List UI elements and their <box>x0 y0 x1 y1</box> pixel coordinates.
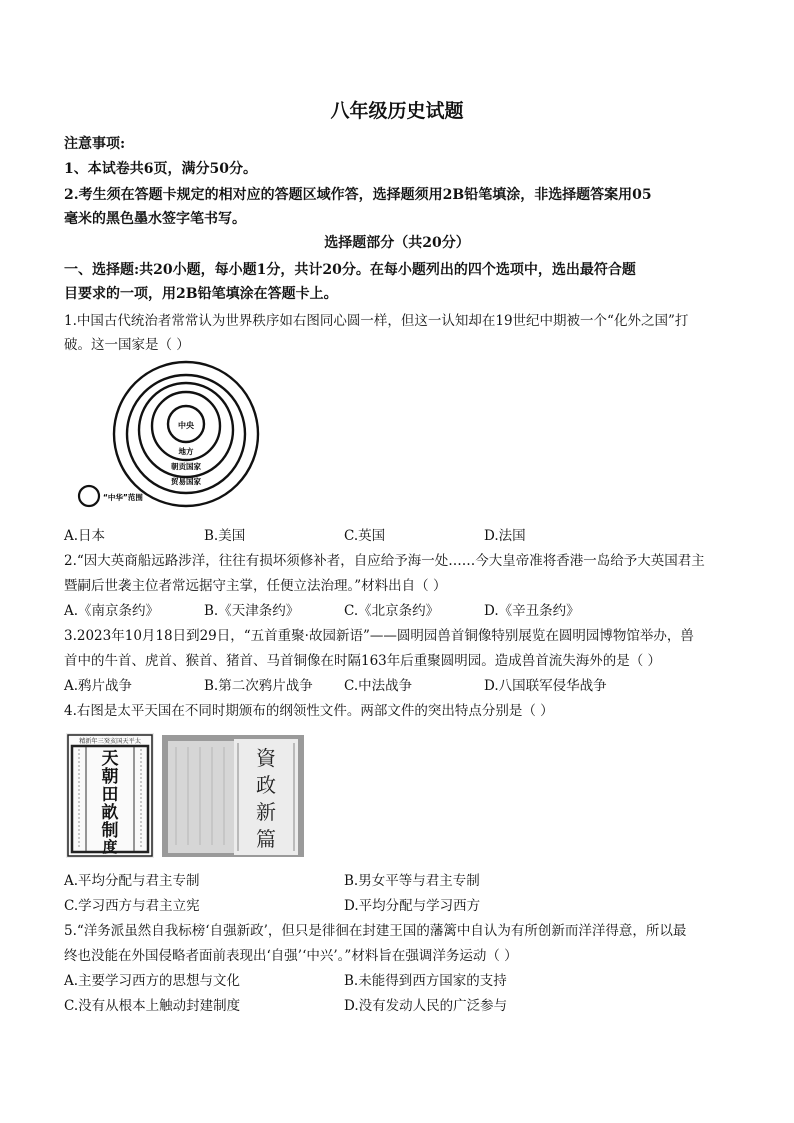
question-1-option-a: A.日本 <box>64 528 106 544</box>
question-3-option-d: D.八国联军侵华战争 <box>484 678 607 694</box>
notice-item-1: 1、本试卷共6页，满分50分。 <box>64 161 257 177</box>
question-4-option-b: B.男女平等与君主专制 <box>344 873 480 889</box>
doc1-char-6: 度 <box>102 838 118 856</box>
ring-label-center: 中央 <box>178 421 194 430</box>
doc2-char-4: 篇 <box>256 827 276 851</box>
question-1-option-c: C.英国 <box>344 528 386 544</box>
tianchao-tianmu-zhidu-image <box>66 733 154 858</box>
question-1-option-d: D.法国 <box>484 528 526 544</box>
legend-label: “中华”范围 <box>103 493 143 502</box>
doc2-char-3: 新 <box>256 800 276 824</box>
section-title: 选择题部分（共20分） <box>324 235 470 251</box>
ring-label-tributary: 朝贡国家 <box>171 462 201 471</box>
question-3-option-a: A.鸦片战争 <box>64 678 133 694</box>
question-5-option-c: C.没有从根本上触动封建制度 <box>64 998 241 1014</box>
concentric-circles-diagram <box>66 358 276 508</box>
question-2-option-a: A.《南京条约》 <box>64 603 160 619</box>
question-2-stem-line-1: 2.“因大英商船远路涉洋，往往有损坏须修补者，自应给予海一处……今大皇帝准将香港一岛给予大英国君主 <box>64 553 705 569</box>
notice-item-2-line-1: 2.考生须在答题卡规定的相对应的答题区域作答，选择题须用2B铅笔填涂，非选择题答案用05 <box>64 187 652 203</box>
notice-item-2-line-2: 毫米的黑色墨水签字笔书写。 <box>64 211 246 227</box>
question-1-option-b: B.美国 <box>204 528 246 544</box>
question-2-option-b: B.《天津条约》 <box>204 603 300 619</box>
zizheng-xinpian-image <box>162 735 304 857</box>
question-2-option-d: D.《辛丑条约》 <box>484 603 580 619</box>
question-5-option-d: D.没有发动人民的广泛参与 <box>344 998 508 1014</box>
doc2-char-1: 資 <box>256 746 276 770</box>
question-4-stem: 4.右图是太平天国在不同时期颁布的纲领性文件。两部文件的突出特点分别是（ ） <box>64 703 554 719</box>
question-1-stem-line-1: 1.中国古代统治者常常认为世界秩序如右图同心圆一样，但这一认知却在19世纪中期被一个“化外之国”打 <box>64 313 689 329</box>
question-2-stem-line-2: 暨嗣后世袭主位者常远据守主掌，任便立法治理。”材料出自（ ） <box>64 578 447 594</box>
question-1-stem-line-2: 破。这一国家是（ ） <box>64 337 190 353</box>
question-5-stem-line-1: 5.“洋务派虽然自我标榜‘自强新政’，但只是徘徊在封建王国的藩篱中自认为有所创新而洋洋得意，所以最 <box>64 923 687 939</box>
question-5-option-b: B.未能得到西方国家的支持 <box>344 973 507 989</box>
question-5-stem-line-2: 终也没能在外国侵略者面前表现出‘自强’‘中兴’。”材料旨在强调洋务运动（ ） <box>64 948 518 964</box>
doc1-char-1: 天 <box>101 749 119 769</box>
question-4-option-d: D.平均分配与学习西方 <box>344 898 481 914</box>
legend-circle <box>79 486 99 506</box>
ring-label-trade: 贸易国家 <box>171 477 201 486</box>
question-3-option-c: C.中法战争 <box>344 678 413 694</box>
question-3-option-b: B.第二次鸦片战争 <box>204 678 313 694</box>
ring-label-local: 地方 <box>178 447 194 456</box>
page-title: 八年级历史试题 <box>330 100 464 122</box>
question-4-option-c: C.学习西方与君主立宪 <box>64 898 200 914</box>
section-intro-line-2: 目要求的一项，用2B铅笔填涂在答题卡上。 <box>64 286 338 302</box>
question-5-option-a: A.主要学习西方的思想与文化 <box>64 973 241 989</box>
doc1-char-2: 朝 <box>101 767 119 787</box>
doc1-char-4: 畝 <box>101 803 119 823</box>
question-3-stem-line-1: 3.2023年10月18日到29日，“五首重聚·故园新语”——圆明园兽首铜像特别展览在圆明园博物馆举办，兽 <box>64 628 694 644</box>
doc2-char-2: 政 <box>256 773 276 797</box>
doc1-header: 精新年三癸亥国天平太 <box>79 738 141 745</box>
question-2-option-c: C.《北京条约》 <box>344 603 440 619</box>
doc1-char-3: 田 <box>101 785 119 805</box>
section-intro-line-1: 一、选择题:共20小题，每小题1分，共计20分。在每小题列出的四个选项中，选出最符合题 <box>64 262 636 278</box>
doc1-char-5: 制 <box>101 821 119 841</box>
question-3-stem-line-2: 首中的牛首、虎首、猴首、猪首、马首铜像在时隔163年后重聚圆明园。造成兽首流失海外的是（ ） <box>64 653 662 669</box>
question-4-option-a: A.平均分配与君主专制 <box>64 873 200 889</box>
notice-heading: 注意事项: <box>64 136 126 152</box>
